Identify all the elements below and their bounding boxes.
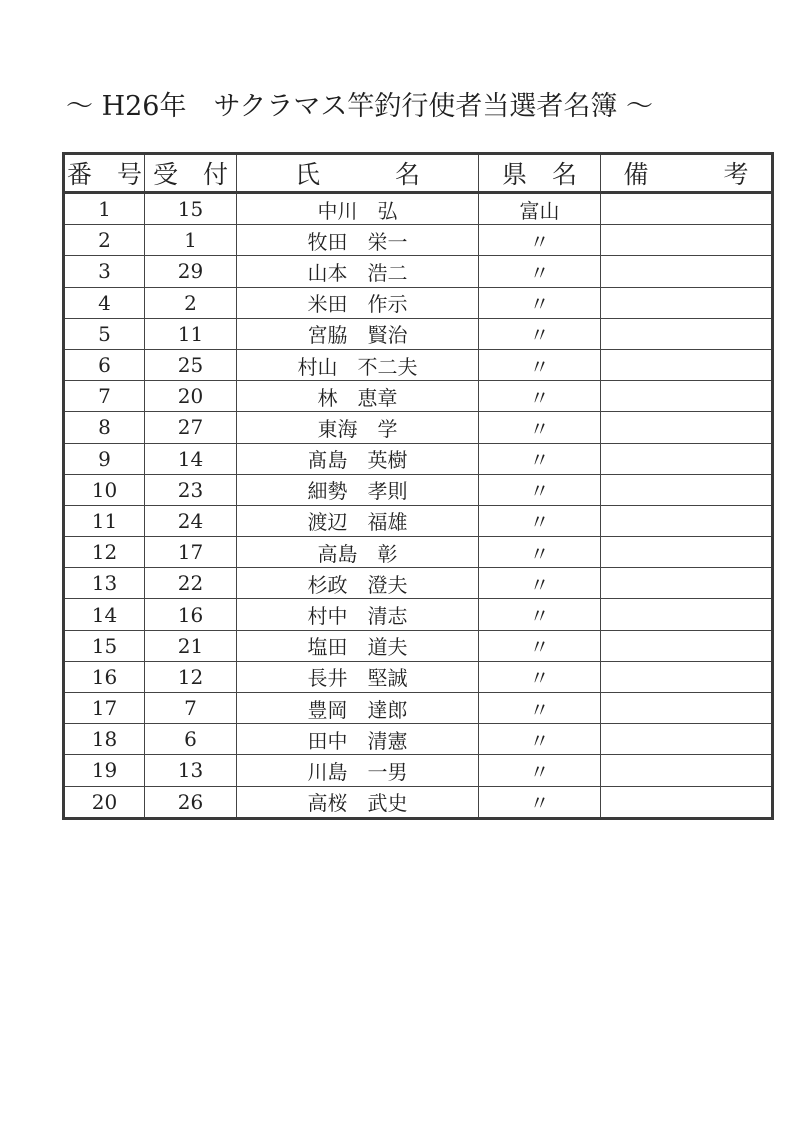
cell-receipt: 2 [145, 287, 237, 318]
header-remarks: 備 考 [601, 154, 773, 193]
cell-remarks [601, 225, 773, 256]
cell-name: 中川 弘 [237, 193, 479, 225]
cell-name: 米田 作示 [237, 287, 479, 318]
table-row [64, 412, 773, 443]
cell-number: 19 [64, 755, 145, 786]
cell-name: 東海 学 [237, 412, 479, 443]
cell-remarks [601, 443, 773, 474]
cell-remarks [601, 630, 773, 661]
cell-number: 13 [64, 568, 145, 599]
cell-number: 8 [64, 412, 145, 443]
cell-remarks [601, 318, 773, 349]
cell-remarks [601, 412, 773, 443]
cell-receipt: 12 [145, 661, 237, 692]
cell-prefecture: 〃 [479, 443, 601, 474]
table-row [64, 661, 773, 692]
header-prefecture: 県 名 [479, 154, 601, 193]
cell-name: 高島 彰 [237, 537, 479, 568]
cell-number: 15 [64, 630, 145, 661]
cell-prefecture: 〃 [479, 256, 601, 287]
cell-remarks [601, 755, 773, 786]
cell-prefecture: 〃 [479, 505, 601, 536]
table-row [64, 193, 773, 225]
table-row [64, 786, 773, 818]
cell-prefecture: 富山 [479, 193, 601, 225]
cell-prefecture: 〃 [479, 537, 601, 568]
cell-remarks [601, 537, 773, 568]
cell-name: 渡辺 福雄 [237, 505, 479, 536]
table-row [64, 755, 773, 786]
cell-number: 5 [64, 318, 145, 349]
cell-prefecture: 〃 [479, 349, 601, 380]
cell-remarks [601, 381, 773, 412]
cell-number: 12 [64, 537, 145, 568]
cell-remarks [601, 474, 773, 505]
cell-remarks [601, 256, 773, 287]
header-name: 氏 名 [237, 154, 479, 193]
cell-receipt: 24 [145, 505, 237, 536]
cell-receipt: 22 [145, 568, 237, 599]
cell-number: 3 [64, 256, 145, 287]
cell-receipt: 11 [145, 318, 237, 349]
cell-name: 村中 清志 [237, 599, 479, 630]
cell-number: 10 [64, 474, 145, 505]
cell-remarks [601, 599, 773, 630]
cell-prefecture: 〃 [479, 599, 601, 630]
cell-receipt: 27 [145, 412, 237, 443]
cell-remarks [601, 693, 773, 724]
cell-number: 11 [64, 505, 145, 536]
cell-name: 村山 不二夫 [237, 349, 479, 380]
cell-prefecture: 〃 [479, 755, 601, 786]
cell-receipt: 15 [145, 193, 237, 225]
cell-remarks [601, 568, 773, 599]
table-row [64, 599, 773, 630]
table-row [64, 693, 773, 724]
cell-name: 髙島 英樹 [237, 443, 479, 474]
header-receipt: 受 付 [145, 154, 237, 193]
cell-number: 14 [64, 599, 145, 630]
cell-prefecture: 〃 [479, 225, 601, 256]
cell-number: 7 [64, 381, 145, 412]
cell-name: 豊岡 達郎 [237, 693, 479, 724]
cell-receipt: 6 [145, 724, 237, 755]
cell-number: 6 [64, 349, 145, 380]
cell-number: 9 [64, 443, 145, 474]
cell-receipt: 21 [145, 630, 237, 661]
cell-receipt: 25 [145, 349, 237, 380]
cell-name: 宮脇 賢治 [237, 318, 479, 349]
table-row [64, 287, 773, 318]
table-row [64, 505, 773, 536]
cell-name: 田中 清憲 [237, 724, 479, 755]
cell-prefecture: 〃 [479, 630, 601, 661]
cell-name: 杉政 澄夫 [237, 568, 479, 599]
cell-name: 細勢 孝則 [237, 474, 479, 505]
cell-prefecture: 〃 [479, 474, 601, 505]
cell-number: 16 [64, 661, 145, 692]
cell-receipt: 14 [145, 443, 237, 474]
table-row [64, 474, 773, 505]
cell-prefecture: 〃 [479, 568, 601, 599]
table-row [64, 225, 773, 256]
table-row [64, 537, 773, 568]
cell-remarks [601, 505, 773, 536]
cell-remarks [601, 724, 773, 755]
table-row [64, 568, 773, 599]
cell-name: 川島 一男 [237, 755, 479, 786]
table-row [64, 443, 773, 474]
winners-table [62, 152, 774, 820]
cell-receipt: 7 [145, 693, 237, 724]
cell-receipt: 20 [145, 381, 237, 412]
table-row [64, 381, 773, 412]
page-title: ～ H26年 サクラマス竿釣行使者当選者名簿 ～ [66, 91, 653, 122]
cell-number: 20 [64, 786, 145, 818]
cell-prefecture: 〃 [479, 318, 601, 349]
cell-number: 2 [64, 225, 145, 256]
cell-remarks [601, 349, 773, 380]
cell-prefecture: 〃 [479, 693, 601, 724]
table-row [64, 630, 773, 661]
cell-name: 高桜 武史 [237, 786, 479, 818]
table-row [64, 349, 773, 380]
table-row [64, 256, 773, 287]
cell-name: 林 恵章 [237, 381, 479, 412]
cell-name: 塩田 道夫 [237, 630, 479, 661]
cell-remarks [601, 661, 773, 692]
cell-remarks [601, 287, 773, 318]
table-row [64, 724, 773, 755]
cell-prefecture: 〃 [479, 724, 601, 755]
cell-number: 4 [64, 287, 145, 318]
cell-receipt: 16 [145, 599, 237, 630]
cell-name: 長井 堅誠 [237, 661, 479, 692]
cell-name: 牧田 栄一 [237, 225, 479, 256]
cell-prefecture: 〃 [479, 287, 601, 318]
cell-receipt: 26 [145, 786, 237, 818]
header-number: 番 号 [64, 154, 145, 193]
cell-number: 1 [64, 193, 145, 225]
cell-prefecture: 〃 [479, 381, 601, 412]
cell-prefecture: 〃 [479, 412, 601, 443]
cell-remarks [601, 193, 773, 225]
cell-prefecture: 〃 [479, 786, 601, 818]
cell-remarks [601, 786, 773, 818]
cell-receipt: 13 [145, 755, 237, 786]
cell-number: 17 [64, 693, 145, 724]
cell-receipt: 1 [145, 225, 237, 256]
cell-receipt: 23 [145, 474, 237, 505]
cell-receipt: 17 [145, 537, 237, 568]
table-header-row [64, 154, 773, 193]
cell-receipt: 29 [145, 256, 237, 287]
table-row [64, 318, 773, 349]
cell-prefecture: 〃 [479, 661, 601, 692]
cell-name: 山本 浩二 [237, 256, 479, 287]
cell-number: 18 [64, 724, 145, 755]
